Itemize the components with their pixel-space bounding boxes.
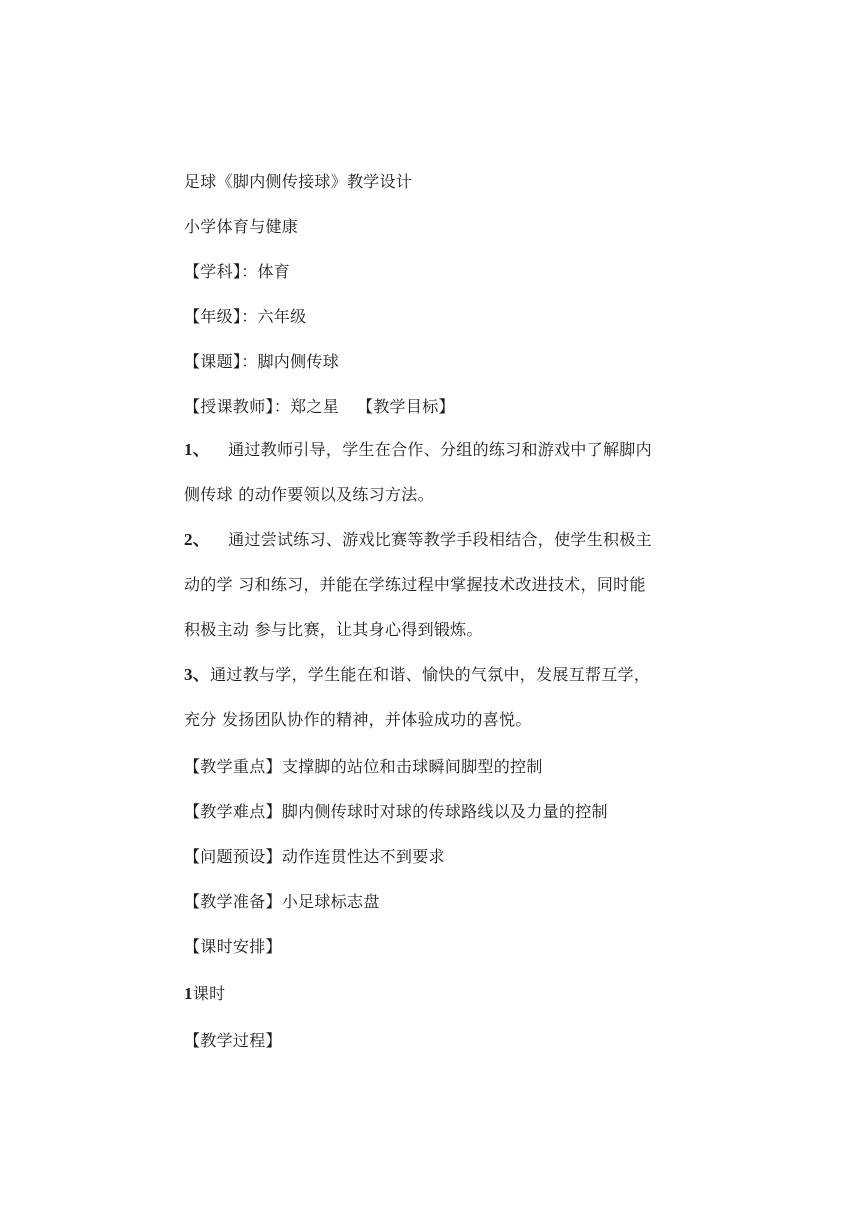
- problem-value: 动作连贯性达不到要求: [281, 847, 445, 866]
- objective-2-line-3: 积极主动 参与比赛，让其身心得到锻炼。: [184, 620, 483, 639]
- key-point-row: [184, 756, 543, 778]
- topic-row: [184, 351, 339, 373]
- topic-label: 【课题】: [184, 352, 242, 371]
- subject-label: 【学科】: [184, 262, 242, 281]
- teacher-value: ：郑之星: [273, 397, 340, 416]
- process-label: 【教学过程】: [184, 1031, 282, 1050]
- grade-label: 【年级】: [184, 307, 242, 326]
- objective-1-line-1: 1、 通过教师引导，学生在合作、分组的练习和游戏中了解脚内: [184, 440, 652, 459]
- schedule-value-row: [184, 983, 225, 1005]
- subject-row: [184, 261, 290, 283]
- grade-value: ：六年级: [241, 307, 307, 326]
- schedule-label: 【课时安排】: [184, 937, 282, 956]
- teacher-row: [184, 396, 455, 418]
- subject-value: ：体育: [241, 262, 291, 281]
- objective-2-line-2: 动的学 习和练习，并能在学练过程中掌握技术改进技术，同时能: [184, 575, 646, 594]
- objective-3-line-2: 充分 发扬团队协作的精神，并体验成功的喜悦。: [184, 710, 532, 729]
- schedule-unit: 课时: [192, 984, 226, 1003]
- schedule-number: 1: [184, 984, 193, 1003]
- difficulty-row: [184, 801, 608, 823]
- objective-3-number: 3、: [184, 665, 211, 684]
- key-point-label: 【教学重点】: [184, 757, 282, 776]
- prep-label: 【教学准备】: [184, 892, 282, 911]
- objective-1-line-2: 侧传球 的动作要领以及练习方法。: [184, 485, 434, 504]
- schedule-row: [184, 936, 282, 958]
- objective-2-number: 2、: [184, 530, 211, 549]
- difficulty-label: 【教学难点】: [184, 802, 282, 821]
- objectives-label: 【教学目标】: [357, 397, 455, 416]
- grade-row: [184, 306, 306, 328]
- prep-value: 小足球标志盘: [281, 892, 380, 911]
- topic-value: ：脚内侧传球: [241, 352, 340, 371]
- doc-title: 足球《脚内侧传接球》教学设计: [184, 172, 413, 191]
- objective-2-line-1: 2、 通过尝试练习、游戏比赛等教学手段相结合，使学生积极主: [184, 530, 652, 549]
- process-row: [184, 1030, 282, 1052]
- difficulty-value: 脚内侧传球时对球的传球路线以及力量的控制: [281, 802, 608, 821]
- objective-3-line-1: 3、通过教与学，学生能在和谐、愉快的气氛中，发展互帮互学，: [184, 665, 651, 684]
- problem-row: [184, 846, 445, 868]
- teacher-label: 【授课教师】: [184, 397, 274, 416]
- objective-1-number: 1、: [184, 440, 211, 459]
- key-point-value: 支撑脚的站位和击球瞬间脚型的控制: [281, 757, 543, 776]
- subject-area: 小学体育与健康: [184, 217, 299, 236]
- problem-label: 【问题预设】: [184, 847, 282, 866]
- prep-row: [184, 891, 380, 913]
